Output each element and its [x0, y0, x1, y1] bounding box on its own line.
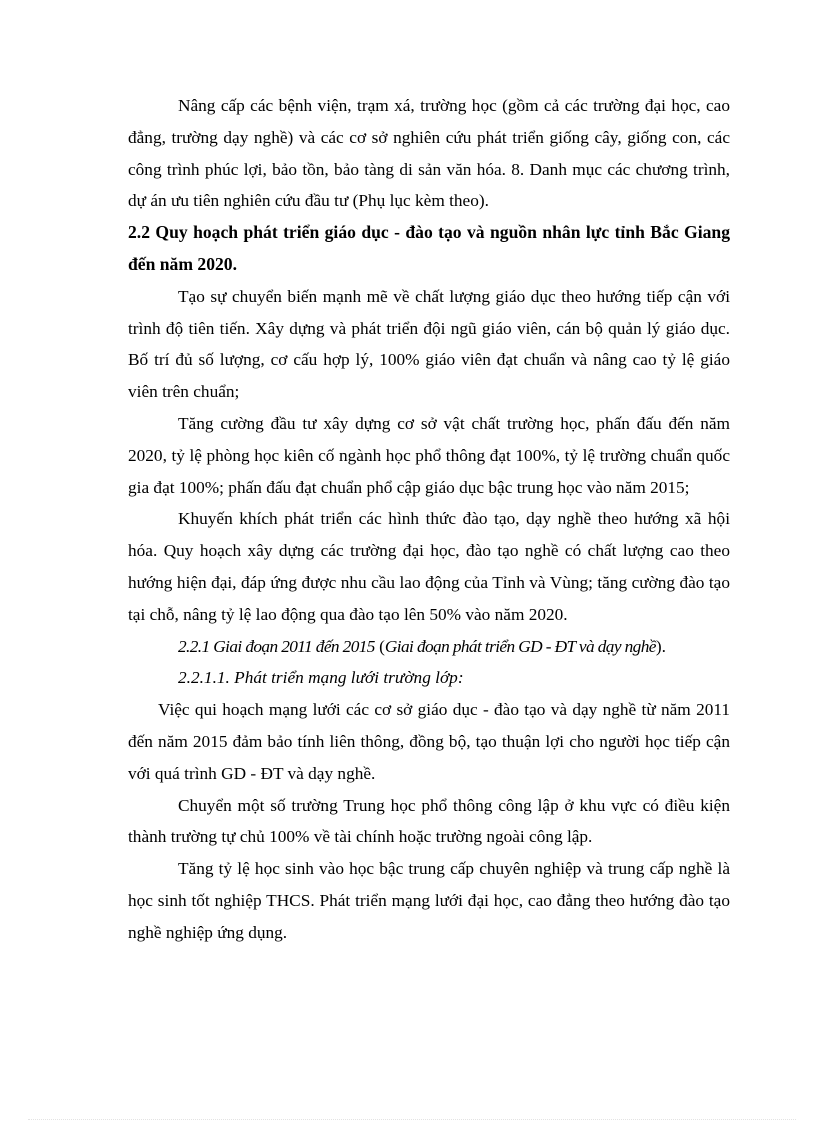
subsection-2-2-1-title: 2.2.1 Giai đoạn 2011 đến 2015	[178, 636, 375, 656]
section-heading-2-2: 2.2 Quy hoạch phát triển giáo dục - đào tạo và nguồn nhân lực tỉnh Bắc Giang đến năm 2020.	[128, 222, 730, 274]
subsection-2-2-1-open-paren: (	[374, 636, 385, 656]
paragraph-vocational-training: Khuyến khích phát triển các hình thức đào tạo, dạy nghề theo hướng xã hội hóa. Quy hoạch xây dựng các trường đại học, đào tạo nghề có chất lượng cao theo hướng hiện đại, đáp ứng được nhu cầu lao động của Tỉnh và Vùng; tăng cường đào tạo tại chỗ, nâng tỷ lệ lao động qua đào tạo lên 50% vào năm 2020.	[128, 509, 730, 624]
subsection-heading-2-2-1-1: 2.2.1.1. Phát triển mạng lưới trường lớp:	[178, 668, 464, 688]
paragraph-infrastructure-investment: Tăng cường đầu tư xây dựng cơ sở vật chất trường học, phấn đấu đến năm 2020, tỷ lệ phòng học kiên cố ngành học phổ thông đạt 100%, tỷ lệ trường chuẩn quốc gia đạt 100%; phấn đấu đạt chuẩn phổ cập giáo dục bậc trung học vào năm 2015;	[128, 413, 730, 497]
paragraph-student-enrollment: Tăng tỷ lệ học sinh vào học bậc trung cấp chuyên nghiệp và trung cấp nghề là học sinh tốt nghiệp THCS. Phát triển mạng lưới đại học, cao đẳng theo hướng đào tạo nghề nghiệp ứng dụng.	[128, 859, 730, 942]
subsection-2-2-1-close-paren: ).	[655, 636, 666, 656]
paragraph-school-autonomy: Chuyển một số trường Trung học phổ thông công lập ở khu vực có điều kiện thành trường tự chủ 100% về tài chính hoặc trường ngoài công lập.	[128, 795, 730, 847]
paragraph-network-planning: Việc qui hoạch mạng lưới các cơ sở giáo dục - đào tạo và dạy nghề từ năm 2011 đến năm 2015 đảm bảo tính liên thông, đồng bộ, tạo thuận lợi cho người học tiếp cận với quá trình GD - ĐT và dạy nghề.	[128, 700, 730, 783]
page-bottom-divider	[28, 1119, 796, 1120]
paragraph-facilities-upgrade: Nâng cấp các bệnh viện, trạm xá, trường học (gồm cả các trường đại học, cao đẳng, trường dạy nghề) và các cơ sở nghiên cứu phát triển giống cây, giống con, các công trình phúc lợi, bảo tồn, bảo tàng di sản văn hóa. 8. Danh mục các chương trình, dự án ưu tiên nghiên cứu đầu tư (Phụ lục kèm theo).	[128, 96, 730, 211]
paragraph-education-quality: Tạo sự chuyển biến mạnh mẽ về chất lượng giáo dục theo hướng tiếp cận với trình độ tiên tiến. Xây dựng và phát triển đội ngũ giáo viên, cán bộ quản lý giáo dục. Bố trí đủ số lượng, cơ cấu hợp lý, 100% giáo viên đạt chuẩn và nâng cao tỷ lệ giáo viên trên chuẩn;	[128, 286, 730, 402]
subsection-2-2-1-subtitle: Giai đoạn phát triển GD - ĐT và dạy nghề	[384, 636, 656, 656]
subsection-heading-2-2-1	[128, 631, 730, 663]
document-body	[128, 90, 730, 949]
